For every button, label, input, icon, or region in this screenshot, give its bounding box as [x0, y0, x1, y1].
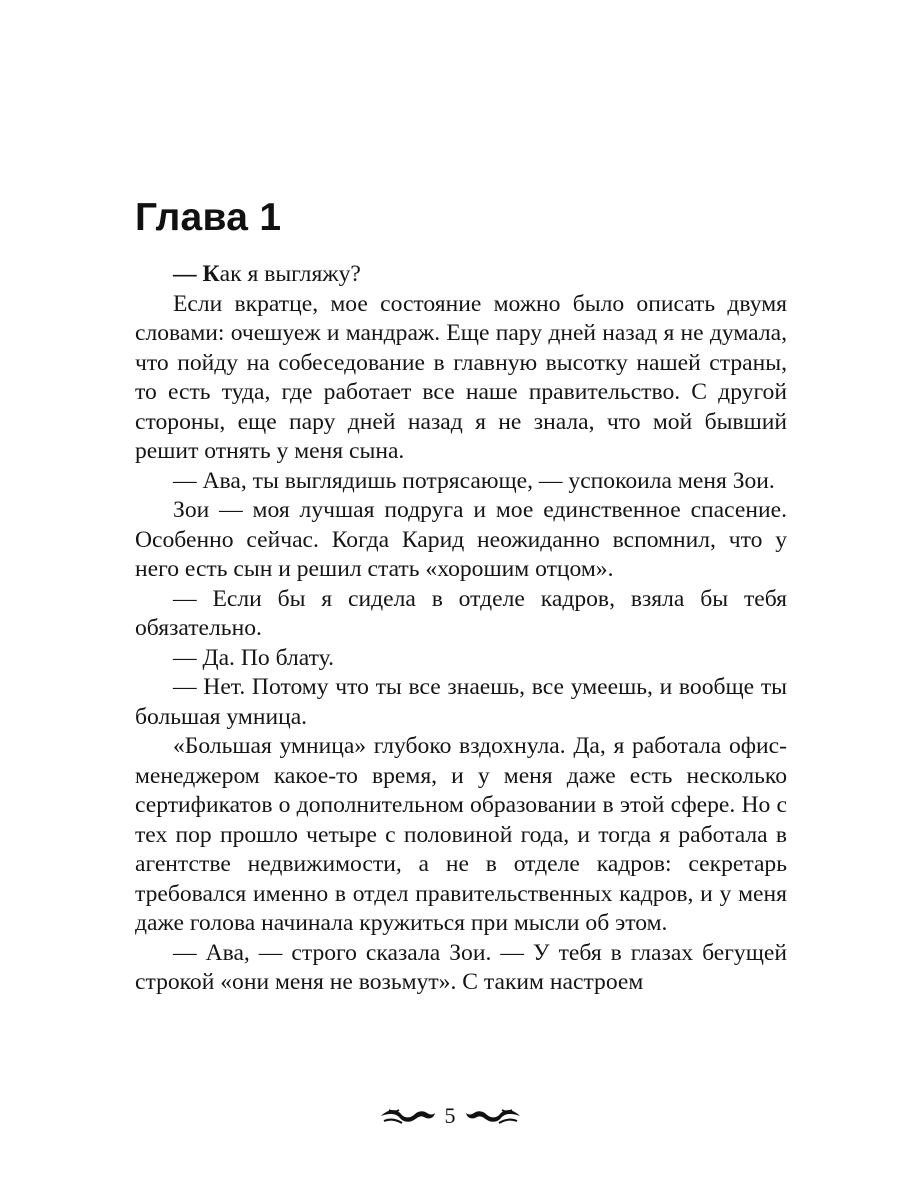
- paragraph-1: [135, 260, 787, 290]
- paragraph-7: — Нет. Потому что ты все знаешь, все умеешь, и вообще ты большая умница.: [135, 674, 787, 730]
- paragraph-3: — Ава, ты выглядишь потрясающе, — успокоила меня Зои.: [173, 467, 775, 494]
- paragraph-4: Зои — моя лучшая подруга и мое единственное спасение. Особенно сейчас. Когда Карид неожиданно вспомнил, что у него есть сын и решил стать «хорошим отцом».: [135, 497, 787, 582]
- left-ornament-icon: [379, 1106, 437, 1126]
- paragraph-6: — Да. По блату.: [173, 644, 334, 671]
- page-number: 5: [444, 1103, 456, 1128]
- paragraph-8: «Большая умница» глубоко вздохнула. Да, я работала офис-менеджером какое-то время, и у меня даже есть несколько сертификатов о дополнительном образовании в этой сфере. Но с тех пор прошло четыре с половиной года, и тогда я работала в агентстве недвижимости, а не в отделе кадров: секретарь требовался именно в отдел правительственных кадров, и у меня даже голова начинала кружиться при мысли об этом.: [135, 733, 787, 936]
- paragraph-1-rest: ак я выгляжу?: [219, 261, 361, 287]
- paragraph-2: Если вкратце, мое состояние можно было описать двумя словами: очешуеж и мандраж. Еще пару дней назад я не думала, что пойду на собеседование в главную высотку нашей страны, то есть туда, где работает все наше правительство. С другой стороны, еще пару дней назад я не знала, что мой бывший решит отнять у меня сына.: [135, 290, 787, 464]
- paragraph-9: — Ава, — строго сказала Зои. — У тебя в глазах бегущей строкой «они меня не возьмут». С таким настроем: [135, 939, 787, 995]
- page-footer: [0, 1100, 900, 1132]
- chapter-title: Глава 1: [135, 196, 282, 239]
- body-text: [135, 260, 787, 998]
- right-ornament-icon: [464, 1106, 522, 1126]
- dialogue-dash-lead: — К: [173, 261, 220, 287]
- paragraph-5: — Если бы я сидела в отделе кадров, взяла бы тебя обязательно.: [135, 585, 787, 641]
